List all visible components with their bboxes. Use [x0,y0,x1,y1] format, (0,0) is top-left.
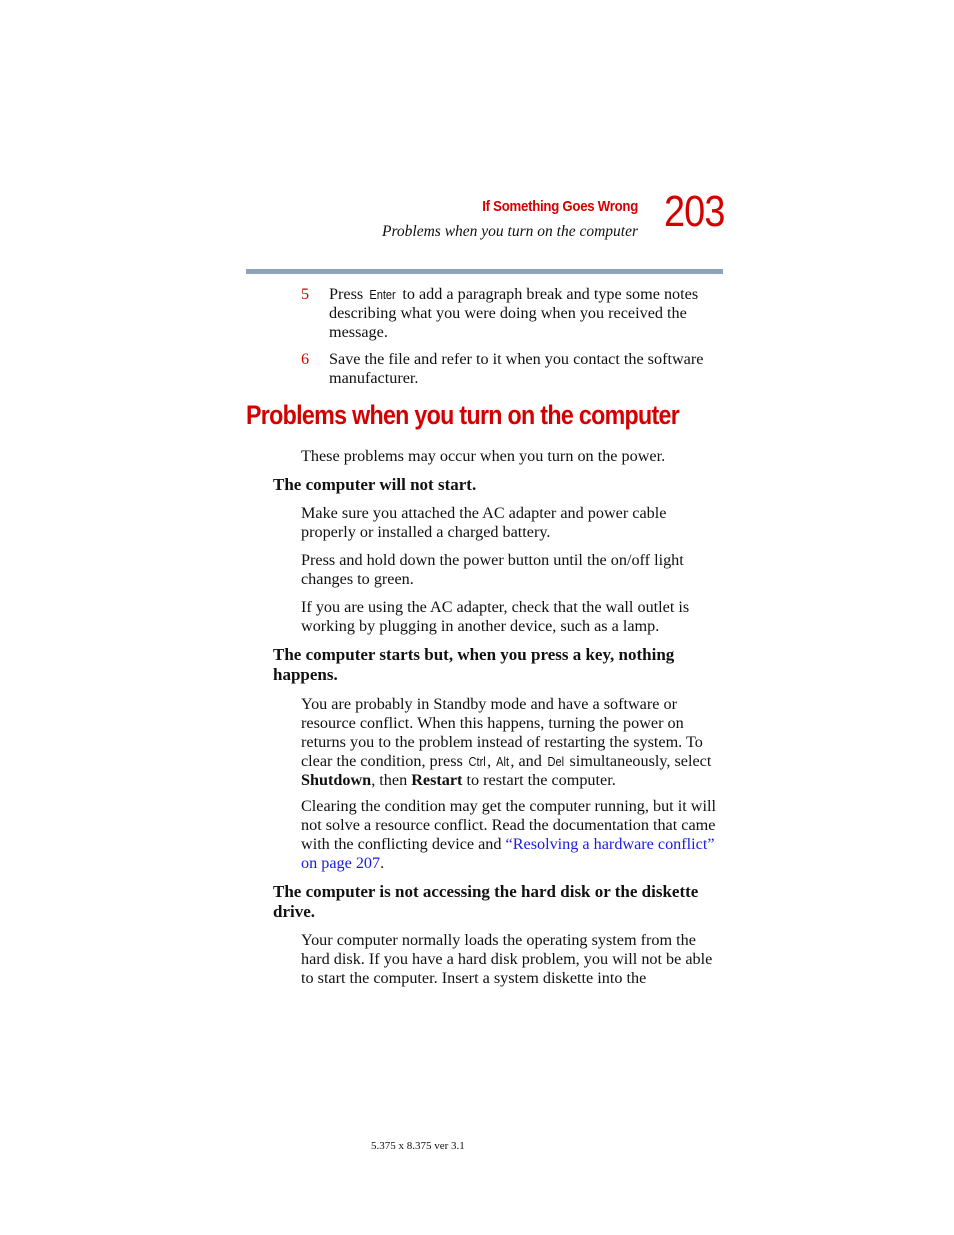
problem-heading-not-start: The computer will not start. [273,475,477,494]
problem-heading-key-nothing: The computer starts but, when you press a key, nothing happens. [273,645,675,684]
problem1-paragraph-2: Press and hold down the power button until the on/off light changes to green. [301,551,684,588]
step-number-6: 6 [301,350,310,368]
shutdown-term: Shutdown [301,771,372,789]
step-text-6: Save the file and refer to it when you contact the software manufacturer. [329,350,704,387]
step-text-5: Press Enter to add a paragraph break and type some notes describing what you were doing when you received the message. [329,285,699,341]
page-number: 203 [664,187,725,236]
problem2-paragraph-1: You are probably in Standby mode and have a software or resource conflict. When this happens, turning the power on returns you to the problem instead of restarting the system. To clear the condition, press Ctrl, Alt, and Del simultaneously, select Shutdown, then Restart to restart the computer. [301,695,712,789]
problem1-paragraph-3: If you are using the AC adapter, check that the wall outlet is working by plugging in another device, such as a lamp. [301,598,690,635]
page-footer: 5.375 x 8.375 ver 3.1 [371,1140,465,1152]
intro-paragraph: These problems may occur when you turn on the power. [301,447,666,465]
section-heading: Problems when you turn on the computer [246,400,680,430]
key-enter: Enter [369,287,396,302]
restart-term: Restart [411,771,463,789]
running-header-chapter: If Something Goes Wrong [482,198,638,215]
step-number-5: 5 [301,285,310,303]
problem-heading-hard-disk: The computer is not accessing the hard disk or the diskette drive. [273,882,699,921]
key-alt: Alt [496,754,510,769]
problem1-paragraph-1: Make sure you attached the AC adapter and power cable properly or installed a charged battery. [301,504,667,541]
header-rule [246,269,723,274]
problem3-paragraph-1: Your computer normally loads the operating system from the hard disk. If you have a hard disk problem, you will not be able to start the computer. Insert a system diskette into the [301,931,713,987]
running-header-section: Problems when you turn on the computer [382,223,638,240]
resolving-conflict-link[interactable]: “Resolving a hardware conflict” on page 207 [301,835,715,872]
problem2-paragraph-2: Clearing the condition may get the computer running, but it will not solve a resource conflict. Read the documentation that came with the conflicting device and “Resolving a hardware conflict” on page 207. [301,797,716,872]
key-ctrl: Ctrl [468,754,486,769]
key-del: Del [547,754,564,769]
